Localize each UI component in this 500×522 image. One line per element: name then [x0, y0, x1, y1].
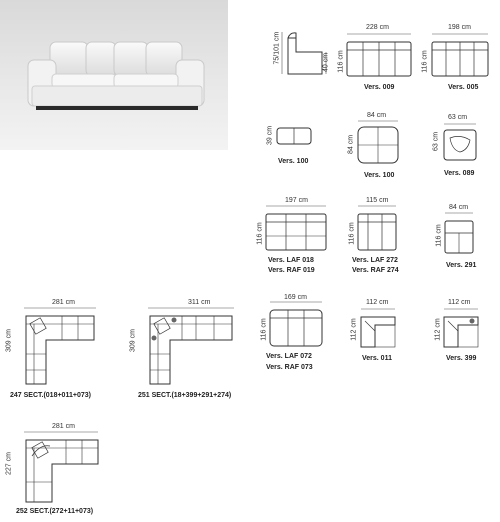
version-label: Vers. RAF 073	[266, 364, 313, 371]
version-label: Vers. RAF 019	[268, 267, 315, 274]
dimension-width: 197 cm	[285, 197, 308, 204]
dimension-width: 281 cm	[52, 299, 75, 306]
dimension-height: 116 cm	[260, 318, 268, 341]
dimension-width: 115 cm	[366, 197, 389, 204]
dimension-width: 198 cm	[448, 24, 471, 31]
vers-011-diagram	[359, 309, 399, 351]
dimension-height: 309 cm	[5, 329, 13, 352]
section-label: 252 SECT.(272+11+073)	[16, 508, 94, 515]
version-label: Vers. 005	[448, 84, 479, 91]
section-label: 251 SECT.(18+399+291+274)	[138, 392, 232, 399]
dimension-height: 116 cm	[421, 50, 429, 73]
dimension-width: 112 cm	[366, 299, 389, 306]
dimension-height: 84 cm	[347, 134, 355, 155]
vers-399-diagram	[442, 309, 482, 351]
dimension-width: 311 cm	[188, 299, 211, 306]
dimension-height: 116 cm	[348, 222, 356, 245]
dimension-height: 63 cm	[432, 131, 440, 152]
dimension-height: 309 cm	[129, 329, 137, 352]
dimension-height: 116 cm	[337, 50, 345, 73]
sofa-photo	[0, 0, 228, 150]
section-251-diagram	[146, 308, 238, 388]
vers-laf-018-diagram	[264, 206, 330, 254]
section-label: 247 SECT.(018+011+073)	[10, 392, 91, 399]
version-label: Vers. 291	[446, 262, 477, 269]
dimension-height: 112 cm	[434, 318, 442, 341]
vers-291-diagram	[443, 213, 477, 257]
side-seat-height-label: 40 cm	[322, 52, 330, 73]
dimension-height: 116 cm	[256, 222, 264, 245]
dimension-width: 112 cm	[448, 299, 471, 306]
version-label: Vers. 100	[278, 158, 309, 165]
dimension-height: 116 cm	[435, 224, 443, 247]
dimension-width: 228 cm	[366, 24, 389, 31]
dimension-width: 281 cm	[52, 423, 75, 430]
vers-089-diagram	[442, 124, 482, 164]
version-label: Vers. LAF 018	[268, 257, 314, 264]
vers-009-diagram	[345, 34, 415, 80]
dimension-height: 112 cm	[350, 318, 358, 341]
dimension-width: 84 cm	[449, 204, 469, 211]
version-label: Vers. LAF 272	[352, 257, 398, 264]
version-label: Vers. 011	[362, 355, 392, 362]
version-label: Vers. 009	[364, 84, 395, 91]
dimension-width: 169 cm	[284, 294, 307, 301]
version-label: Vers. 399	[446, 355, 477, 362]
vers-laf-072-diagram	[268, 302, 326, 350]
side-height-label: 75/101 cm	[273, 31, 281, 65]
version-label: Vers. RAF 274	[352, 267, 399, 274]
version-label: Vers. LAF 072	[266, 353, 312, 360]
section-247-diagram	[22, 308, 100, 388]
version-label: Vers. 089	[444, 170, 475, 177]
version-label: Vers. 100	[364, 172, 395, 179]
section-252-diagram	[22, 432, 102, 506]
vers-005-diagram	[430, 34, 494, 80]
vers-100-ottoman-diagram	[275, 124, 315, 150]
dimension-height: 227 cm	[5, 452, 13, 475]
dimension-width: 63 cm	[448, 114, 468, 121]
dimension-width: 84 cm	[367, 112, 387, 119]
vers-100-square-diagram	[356, 121, 402, 167]
dimension-height: 39 cm	[266, 125, 274, 146]
vers-laf-272-diagram	[356, 206, 400, 254]
